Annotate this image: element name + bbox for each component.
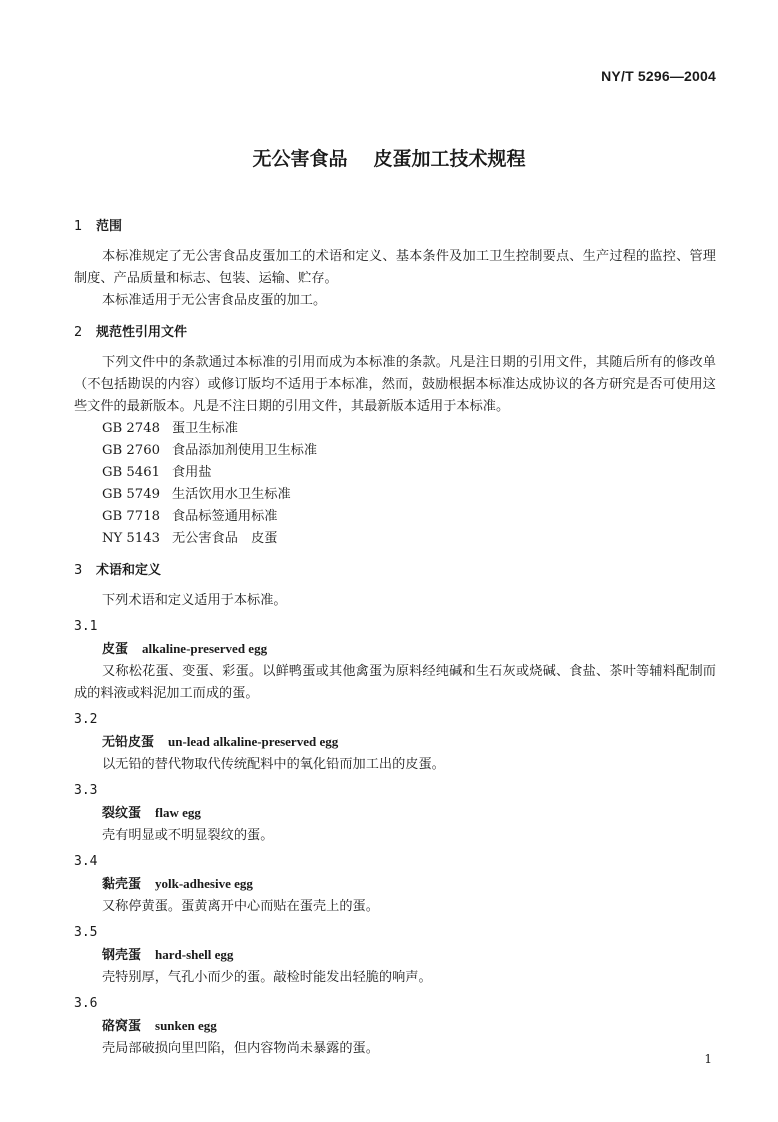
term-en: sunken egg [155, 1018, 217, 1033]
reference-code: GB 5749 [102, 487, 160, 502]
reference-name: 生活饮用水卫生标准 [172, 487, 291, 502]
term-heading [102, 638, 716, 661]
reference-name: 食品添加剂使用卫生标准 [172, 443, 318, 458]
term-zh: 裂纹蛋 [102, 806, 142, 821]
term-heading [102, 944, 716, 967]
title-part-1: 无公害食品 [252, 148, 348, 170]
paragraph: 本标准规定了无公害食品皮蛋加工的术语和定义、基本条件及加工卫生控制要点、生产过程的监控、管理制度、产品质量和标志、包装、运输、贮存。 [74, 249, 716, 286]
term-definition: 壳特别厚，气孔小而少的蛋。敲检时能发出轻脆的响声。 [102, 970, 432, 985]
reference-code: NY 5143 [102, 531, 160, 546]
term-number: 3.6 [74, 996, 98, 1011]
section-title: 规范性引用文件 [96, 325, 188, 340]
paragraph: 下列术语和定义适用于本标准。 [102, 593, 287, 608]
standard-code: NY/T 5296—2004 [601, 68, 716, 84]
term-heading [102, 1015, 716, 1038]
reference-code: GB 5461 [102, 465, 160, 480]
reference-code: GB 7718 [102, 509, 160, 524]
term-number: 3.1 [74, 619, 98, 634]
reference-item [102, 506, 716, 528]
term-definition: 又称松花蛋、变蛋、彩蛋。以鲜鸭蛋或其他禽蛋为原料经纯碱和生石灰或烧碱、食盐、茶叶等辅料配制而成的料液或料泥加工而成的蛋。 [74, 664, 716, 701]
section-title: 范围 [96, 219, 123, 234]
term-zh: 硌窝蛋 [102, 1019, 142, 1034]
term-definition: 以无铅的替代物取代传统配料中的氧化铅而加工出的皮蛋。 [102, 757, 445, 772]
term-number: 3.4 [74, 854, 98, 869]
title-part-2: 皮蛋加工技术规程 [373, 148, 526, 170]
section-1-heading [74, 216, 716, 238]
reference-name: 食用盐 [172, 465, 212, 480]
section-number: 2 [74, 325, 83, 340]
reference-name: 蛋卫生标准 [172, 421, 238, 436]
term-zh: 钢壳蛋 [102, 948, 142, 963]
reference-code: GB 2760 [102, 443, 160, 458]
document-body [74, 208, 716, 1060]
term-en: yolk-adhesive egg [155, 876, 253, 891]
term-en: alkaline-preserved egg [142, 641, 268, 656]
paragraph: 本标准适用于无公害食品皮蛋的加工。 [102, 293, 327, 308]
section-3-heading [74, 560, 716, 582]
term-number: 3.3 [74, 783, 98, 798]
reference-name: 食品标签通用标准 [172, 509, 278, 524]
term-en: flaw egg [155, 805, 201, 820]
term-en: un-lead alkaline-preserved egg [168, 734, 339, 749]
term-number: 3.5 [74, 925, 98, 940]
term-zh: 皮蛋 [102, 642, 129, 657]
term-definition: 壳有明显或不明显裂纹的蛋。 [102, 828, 274, 843]
term-en: hard-shell egg [155, 947, 234, 962]
reference-item [102, 462, 716, 484]
term-heading [102, 873, 716, 896]
document-title [0, 144, 778, 171]
reference-code: GB 2748 [102, 421, 160, 436]
term-definition: 又称停黄蛋。蛋黄离开中心而贴在蛋壳上的蛋。 [102, 899, 379, 914]
paragraph: 下列文件中的条款通过本标准的引用而成为本标准的条款。凡是注日期的引用文件，其随后所有的修改单（不包括勘误的内容）或修订版均不适用于本标准，然而，鼓励根据本标准达成协议的各方研究是否可使用这些文件的最新版本。凡是不注日期的引用文件，其最新版本适用于本标准。 [74, 355, 716, 414]
term-zh: 黏壳蛋 [102, 877, 142, 892]
term-heading [102, 731, 716, 754]
section-number: 1 [74, 219, 83, 234]
page-number: 1 [704, 1052, 712, 1066]
reference-item [102, 528, 716, 550]
term-number: 3.2 [74, 712, 98, 727]
term-heading [102, 802, 716, 825]
reference-name: 无公害食品 皮蛋 [172, 531, 278, 546]
reference-item [102, 418, 716, 440]
reference-item [102, 440, 716, 462]
term-zh: 无铅皮蛋 [102, 735, 155, 750]
section-number: 3 [74, 563, 83, 578]
section-title: 术语和定义 [96, 563, 162, 578]
section-2-heading [74, 322, 716, 344]
term-definition: 壳局部破损向里凹陷，但内容物尚未暴露的蛋。 [102, 1041, 379, 1056]
reference-item [102, 484, 716, 506]
